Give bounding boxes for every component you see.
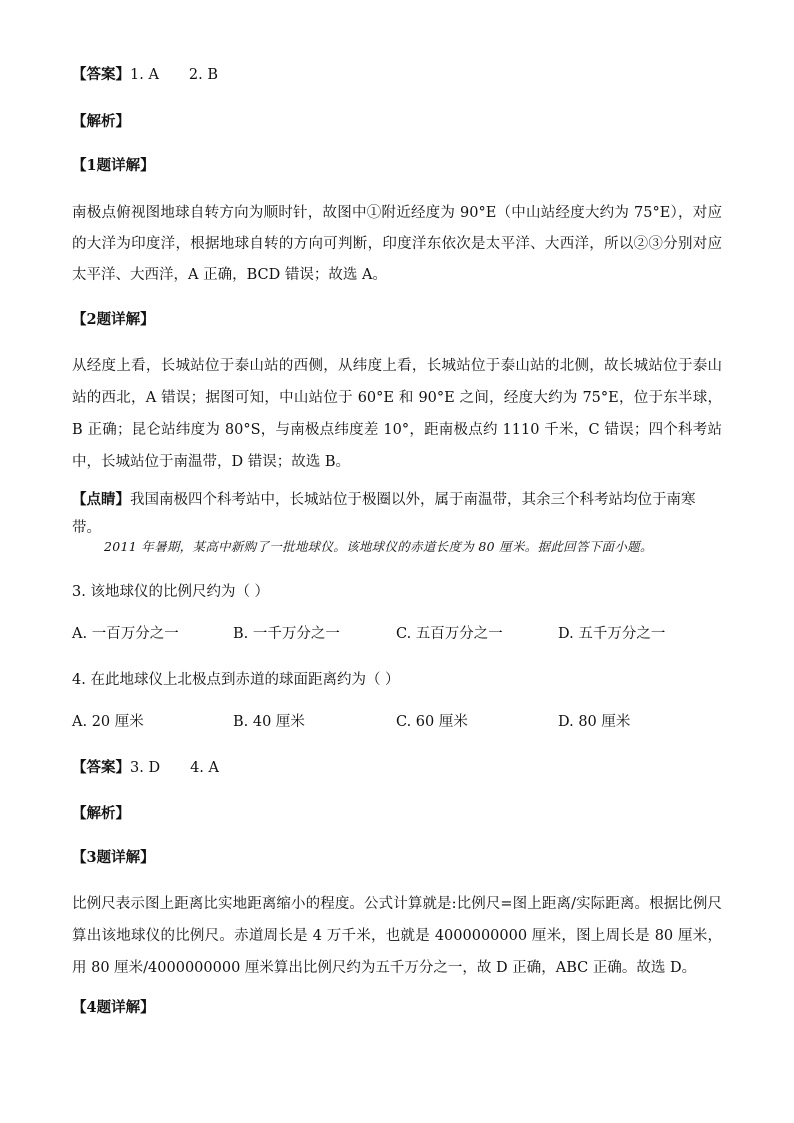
q4-detail-label: 【4题详解】 xyxy=(72,999,155,1016)
q4-option-d: D. 80 厘米 xyxy=(558,714,631,730)
q4-option-b: B. 40 厘米 xyxy=(233,714,305,730)
tip-line xyxy=(72,486,722,542)
answer-line-1 xyxy=(72,61,722,89)
q3-stem: 3. 该地球仪的比例尺约为（ ） xyxy=(72,584,270,600)
answer-text: 4. A xyxy=(190,760,219,776)
q3-option-c: C. 五百万分之一 xyxy=(396,626,503,642)
q2-detail-text: 从经度上看，长城站位于泰山站的西侧，从纬度上看，长城站位于泰山站的北侧，故长城站位于泰山站的西北，A 错误；据图可知，中山站位于 60°E 和 90°E 之间，经度大约为 75°E，位于东半球，B 正确；昆仑站纬度为 80°S，与南极点纬度差 10°，距南极点约 1110 千米，C 错误；四个科考站中，长城站位于南温带，D 错误；故选 B。 xyxy=(72,358,722,470)
tip-text: 我国南极四个科考站中，长城站位于极圈以外，属于南温带，其余三个科考站均位于南寒带。 xyxy=(72,492,696,536)
q3-option-a: A. 一百万分之一 xyxy=(72,626,179,642)
answer-label: 【答案】 xyxy=(72,759,130,776)
q1-detail-text: 南极点俯视图地球自转方向为顺时针，故图中①附近经度为 90°E（中山站经度大约为 75°E），对应的大洋为印度洋，根据地球自转的方向可判断，印度洋东依次是太平洋、大西洋，所以②③分别对应太平洋、大西洋，A 正确，BCD 错误；故选 A。 xyxy=(72,205,722,283)
analysis-label: 【解析】 xyxy=(72,113,130,130)
answer-label: 【答案】 xyxy=(72,66,130,83)
q1-detail-label: 【1题详解】 xyxy=(72,157,155,174)
answer-text: 1. A xyxy=(130,67,159,83)
q4-option-c: C. 60 厘米 xyxy=(396,714,468,730)
q3-detail-text: 比例尺表示图上距离比实地距离缩小的程度。公式计算就是:比例尺=图上距离/实际距离。根据比例尺算出该地球仪的比例尺。赤道周长是 4 万千米，也就是 4000000000 厘米，图上周长是 80 厘米，用 80 厘米/4000000000 厘米算出比例尺约为五千万分之一，故 D 正确，ABC 正确。故选 D。 xyxy=(72,896,722,976)
answer-text: 3. D xyxy=(130,760,161,776)
question-intro: 2011 年暑期，某高中新购了一批地球仪。该地球仪的赤道长度为 80 厘米。据此回答下面小题。 xyxy=(104,539,653,554)
q4-stem: 4. 在此地球仪上北极点到赤道的球面距离约为（ ） xyxy=(72,672,400,688)
q3-detail-label: 【3题详解】 xyxy=(72,849,155,866)
q2-detail-label: 【2题详解】 xyxy=(72,311,155,328)
answer-line-2 xyxy=(72,754,722,782)
tip-label: 【点睛】 xyxy=(72,491,130,508)
answer-text: 2. B xyxy=(188,67,219,83)
q3-option-d: D. 五千万分之一 xyxy=(558,626,666,642)
q3-option-b: B. 一千万分之一 xyxy=(233,626,340,642)
q4-option-a: A. 20 厘米 xyxy=(72,714,144,730)
analysis-label: 【解析】 xyxy=(72,805,130,822)
